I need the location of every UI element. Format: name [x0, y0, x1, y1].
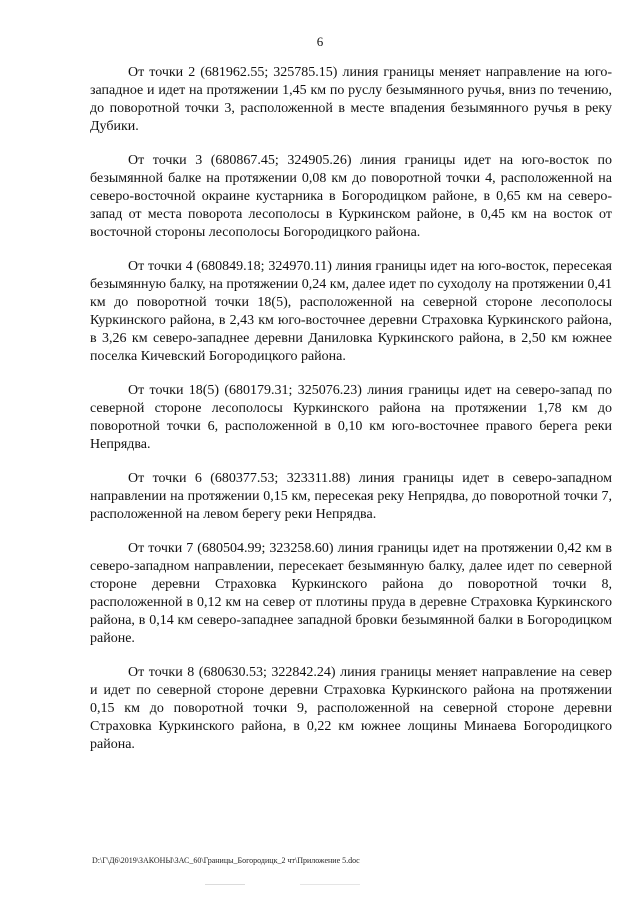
paragraph-point-4: От точки 4 (680849.18; 324970.11) линия границы идет на юго-восток, пересекая безымянную балку, на протяжении 0,24 км, далее идет по суходолу на протяжении 0,41 км до поворотной точки 18(5), расположенной на северной стороне лесополосы Куркинского района, в 2,43 км юго-восточнее деревни Страховка Куркинского района, в 3,26 км северо-западнее деревни Даниловка Куркинского района, в 2,50 км южнее поселка Кичевский Богородицкого района.: [90, 259, 612, 364]
paragraph-point-8: От точки 8 (680630.53; 322842.24) линия границы меняет направление на север и идет по северной стороне деревни Страховка Куркинского района на протяжении 0,15 км до поворотной точки 9, расположенной на северной стороне деревни Страховка Куркинского района, в 0,22 км южнее лощины Минаева Богородицкого района.: [90, 665, 612, 752]
paragraph-point-2: От точки 2 (681962.55; 325785.15) линия границы меняет направление на юго-западное и идет на протяжении 1,45 км по руслу безымянного ручья, вниз по течению, до поворотной точки 3, расположенной в месте впадения безымянного ручья в реку Дубики.: [90, 65, 612, 134]
scan-speck: [300, 884, 360, 885]
paragraph-point-7: От точки 7 (680504.99; 323258.60) линия границы идет на протяжении 0,42 км в северо-западном направлении, пересекает безымянную балку, далее идет по северной стороне деревни Страховка Куркинского района до поворотной точки 8, расположенной в 0,12 км на север от плотины пруда в деревне Страховка Куркинского района, в 0,14 км северо-западнее западной бровки безымянной балки в Богородицком районе.: [90, 541, 612, 646]
paragraph-point-18-5: От точки 18(5) (680179.31; 325076.23) линия границы идет на северо-запад по северной стороне лесополосы Куркинского района на протяжении 1,78 км до поворотной точки 6, расположенной в 0,10 км юго-восточнее правого берега реки Непрядва.: [90, 383, 612, 452]
paragraph-point-6: От точки 6 (680377.53; 323311.88) линия границы идет в северо-западном направлении на протяжении 0,15 км, пересекая реку Непрядва, до поворотной точки 7, расположенной на левом берегу реки Непрядва.: [90, 471, 612, 522]
page-number: 6: [316, 34, 324, 49]
footer-file-path: D:\Г\Д6\2019\ЗАКОНЫ\ЗАС_60\Границы_Богородицк_2 чт\Приложение 5.doc: [92, 856, 360, 865]
paragraph-point-3: От точки 3 (680867.45; 324905.26) линия границы идет на юго-восток по безымянной балке на протяжении 0,08 км до поворотной точки 4, расположенной на северо-восточной окраине кустарника в Богородицком районе, в 0,65 км на северо-запад от места поворота лесополосы в Куркинском районе, в 0,45 км на восток от восточной стороны лесополосы Богородицкого района.: [90, 153, 612, 240]
document-body: [90, 64, 612, 770]
scan-speck: [205, 884, 245, 885]
